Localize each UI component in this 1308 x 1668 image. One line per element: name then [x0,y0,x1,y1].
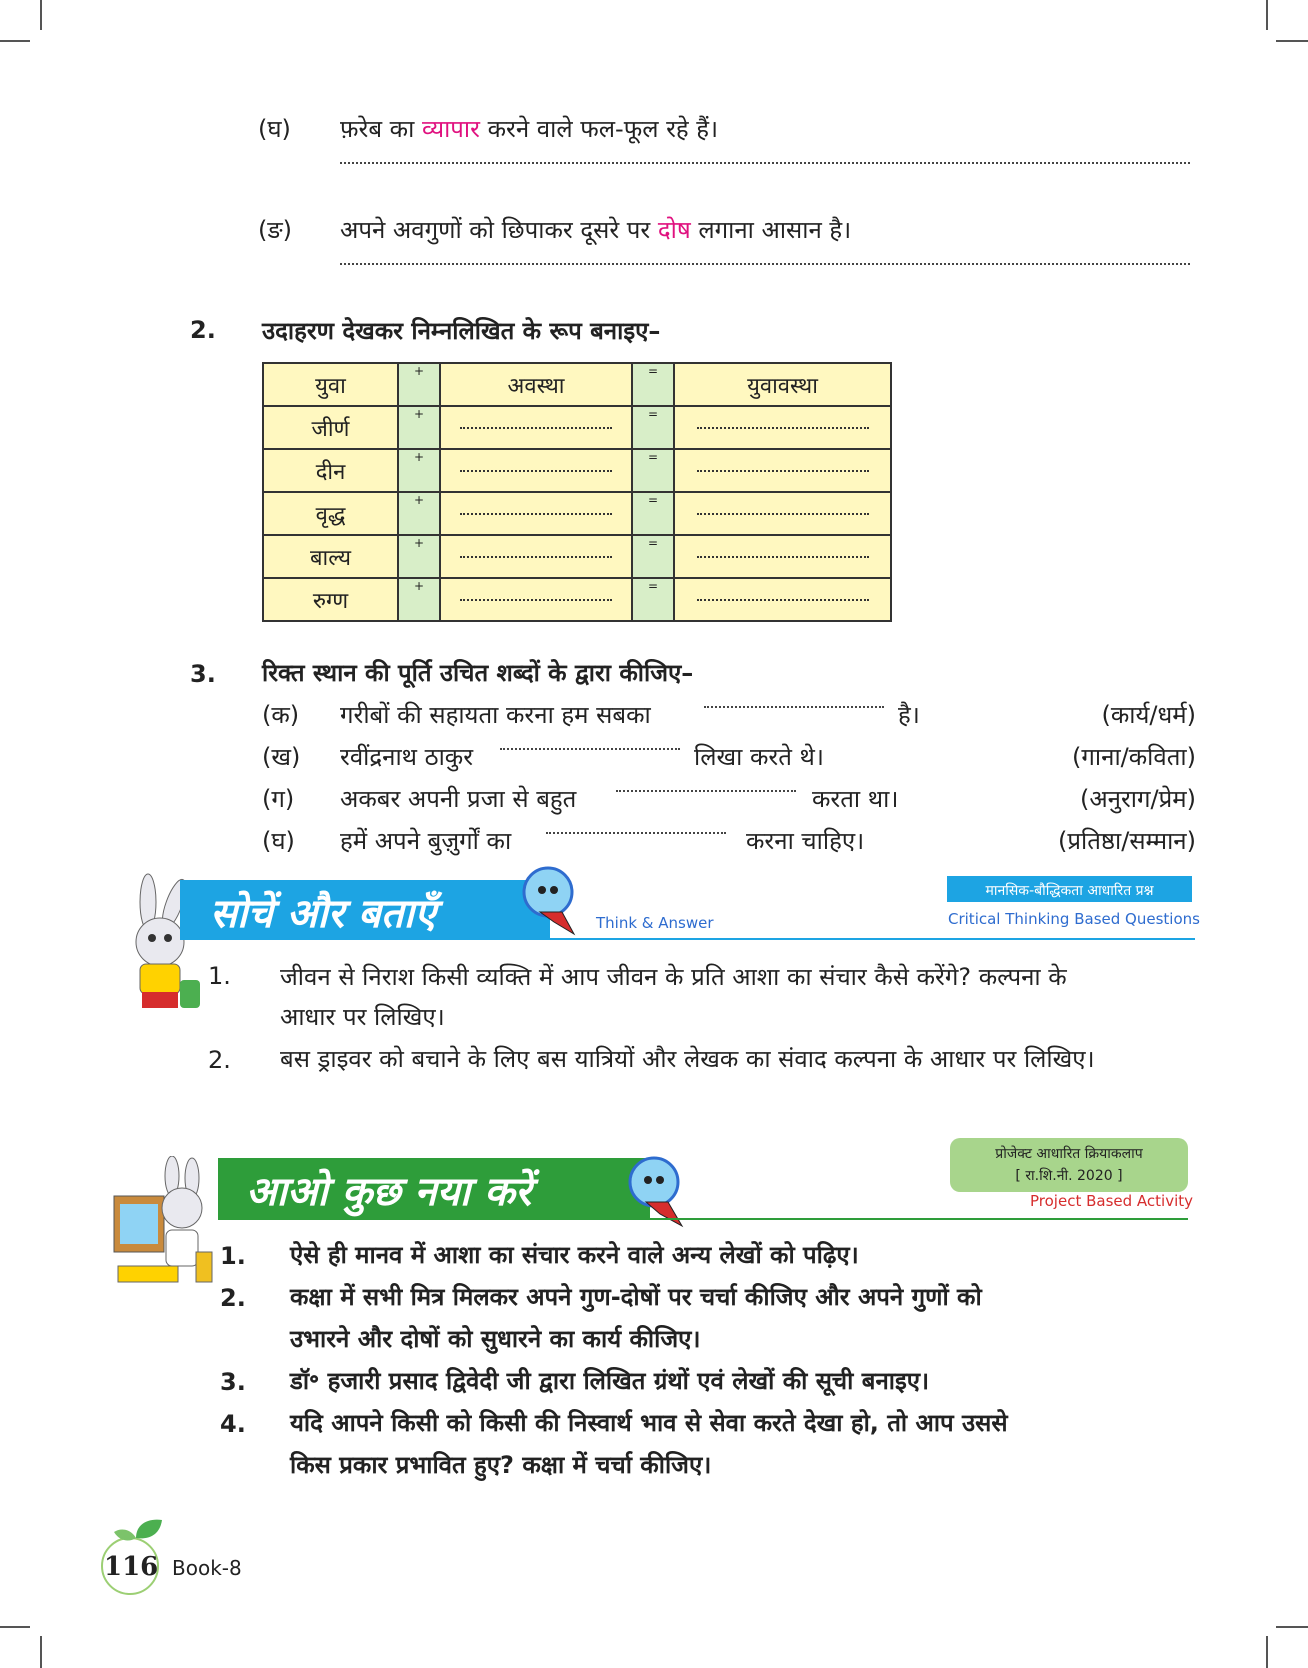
critical-tag-hindi: मानसिक-बौद्धिकता आधारित प्रश्न [985,883,1154,899]
base-word: वृद्ध [263,492,398,535]
options: (गाना/कविता) [1072,743,1196,771]
options: (प्रतिष्ठा/सम्मान) [1057,827,1196,855]
crop-mark [1276,1626,1308,1628]
question-heading: उदाहरण देखकर निम्नलिखित के रूप बनाइए– [262,317,661,345]
item-text: अपने अवगुणों को छिपाकर दूसरे पर [340,216,651,244]
base-word: दीन [263,449,398,492]
pencil-mascot-icon [622,1152,698,1232]
result-word: युवावस्था [674,363,891,406]
plus-sign: + [398,406,440,449]
activity-text: कक्षा में सभी मित्र मिलकर अपने गुण-दोषों पर चर्चा कीजिए और अपने गुणों को [290,1283,982,1311]
page-number: 116 [104,1552,159,1582]
project-banner-title: आओ कुछ नया करें [246,1169,532,1215]
item-text: लगाना आसान है। [698,216,852,244]
blank-cell[interactable] [440,535,632,578]
activity-text: किस प्रकार प्रभावित हुए? कक्षा में चर्चा कीजिए। [290,1451,712,1479]
equals-sign: = [632,535,674,578]
painter-rabbit-icon [108,1156,218,1292]
project-tag-english: Project Based Activity [1030,1192,1194,1210]
blank-line[interactable] [500,748,680,750]
activity-text: ऐसे ही मानव में आशा का संचार करने वाले अन्य लेखों को पढ़िए। [290,1241,859,1269]
blank-cell[interactable] [440,492,632,535]
project-tag-line1: प्रोजेक्ट आधारित क्रियाकलाप [995,1146,1143,1162]
activity-number: 1. [220,1242,246,1270]
table-row [263,449,891,492]
think-banner-title: सोचें और बताएँ [210,891,437,937]
equals-sign: = [632,406,674,449]
blank-cell[interactable] [674,492,891,535]
blank-line[interactable] [616,790,796,792]
blank-cell[interactable] [674,406,891,449]
question-number: 1. [208,962,231,990]
pencil-mascot-icon [518,862,588,940]
equals-sign: = [632,492,674,535]
activity-text: डॉ॰ हजारी प्रसाद द्विवेदी जी द्वारा लिखित ग्रंथों एवं लेखों की सूची बनाइए। [290,1367,930,1395]
plus-sign: + [398,492,440,535]
crop-mark [1276,40,1308,42]
activity-text: उभारने और दोषों को सुधारने का कार्य कीजिए। [290,1325,701,1353]
question-text: बस ड्राइवर को बचाने के लिए बस यात्रियों और लेखक का संवाद कल्पना के आधार पर लिखिए। [280,1045,1095,1073]
highlight-word: व्यापार [421,115,480,143]
blank-cell[interactable] [440,449,632,492]
activity-number: 2. [220,1284,246,1312]
critical-tag-english: Critical Thinking Based Questions [948,910,1200,928]
equals-sign: = [632,578,674,621]
book-label: Book-8 [172,1556,242,1580]
blank-cell[interactable] [674,578,891,621]
question-text: आधार पर लिखिए। [280,1003,445,1031]
word-formation-table [262,362,892,622]
activity-number: 4. [220,1410,246,1438]
question-heading: रिक्त स्थान की पूर्ति उचित शब्दों के द्वारा कीजिए– [262,659,694,687]
answer-line[interactable] [340,263,1190,265]
plus-sign: + [398,578,440,621]
crop-mark [40,1636,42,1668]
equals-sign: = [632,363,674,406]
blank-cell[interactable] [674,449,891,492]
question-number: 3. [190,660,216,688]
question-text: जीवन से निराश किसी व्यक्ति में आप जीवन के प्रति आशा का संचार कैसे करेंगे? कल्पना के [280,963,1067,991]
table-row [263,363,891,406]
plus-sign: + [398,535,440,578]
base-word: युवा [263,363,398,406]
options: (कार्य/धर्म) [1101,701,1196,729]
crop-mark [1266,1636,1268,1668]
item-text: करने वाले फल-फूल रहे हैं। [487,115,719,143]
table-row [263,492,891,535]
blank-line[interactable] [704,706,884,708]
answer-line[interactable] [340,162,1190,164]
section-divider [218,1218,1188,1220]
activity-text: यदि आपने किसी को किसी की निस्वार्थ भाव से सेवा करते देखा हो, तो आप उससे [290,1409,1008,1437]
project-tag-line2: [ रा.शि.नी. 2020 ] [1015,1168,1123,1184]
table-row [263,535,891,578]
activity-number: 3. [220,1368,246,1396]
question-number: 2. [208,1046,231,1074]
crop-mark [0,40,30,42]
question-number: 2. [190,316,216,344]
table-row [263,406,891,449]
section-divider [180,938,1195,940]
base-word: बाल्य [263,535,398,578]
blank-cell[interactable] [440,578,632,621]
crop-mark [1266,0,1268,30]
item-text: फ़रेब का [340,115,415,143]
suffix-word: अवस्था [440,363,632,406]
equals-sign: = [632,449,674,492]
base-word: जीर्ण [263,406,398,449]
table-row [263,578,891,621]
blank-line[interactable] [546,832,726,834]
plus-sign: + [398,449,440,492]
plus-sign: + [398,363,440,406]
options: (अनुराग/प्रेम) [1079,785,1196,813]
base-word: रुग्ण [263,578,398,621]
blank-cell[interactable] [440,406,632,449]
crop-mark [0,1626,30,1628]
crop-mark [40,0,42,30]
highlight-word: दोष [657,216,691,244]
think-banner-english: Think & Answer [596,914,714,932]
blank-cell[interactable] [674,535,891,578]
